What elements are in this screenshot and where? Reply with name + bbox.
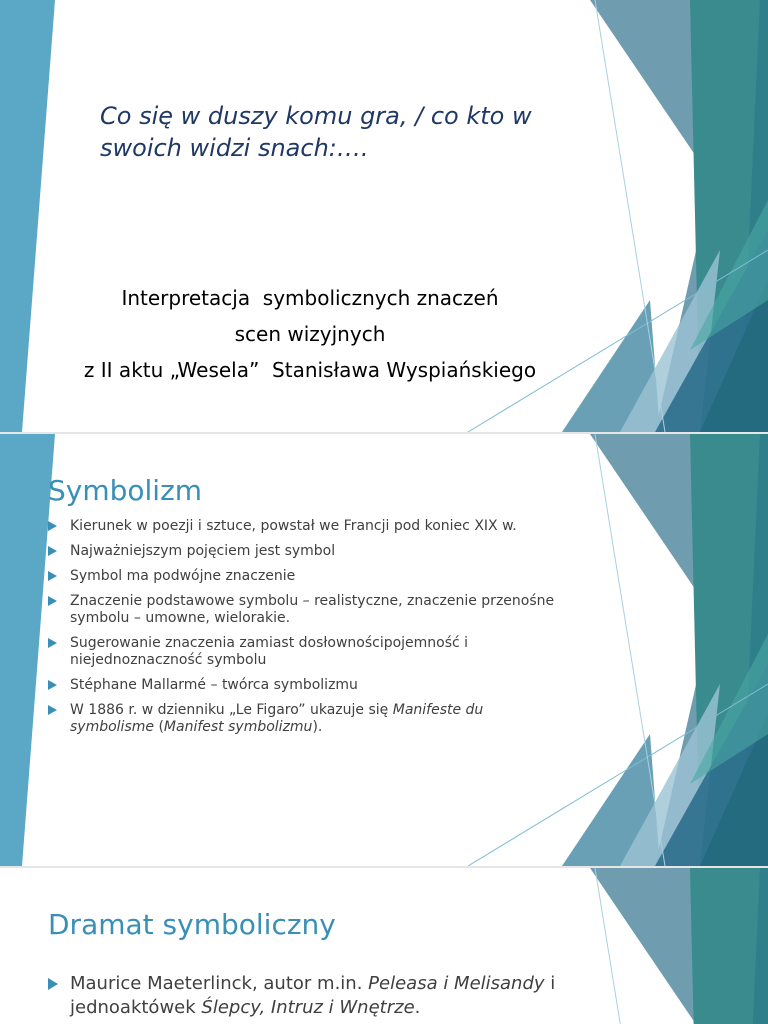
slide-quote: Co się w duszy komu gra, / co kto w swoich widzi snach:…. xyxy=(100,102,532,162)
bullet-text-italic: Manifeste du symbolisme xyxy=(70,702,484,735)
bullet-list xyxy=(48,518,568,744)
symbolism-slide xyxy=(0,434,768,866)
list-item xyxy=(48,518,568,535)
bullet-text-prefix: W 1886 r. w dzienniku „Le Figaro” ukazuje się xyxy=(70,702,393,718)
subtitle-line: z II aktu „Wesela” Stanisława Wyspiańskiego xyxy=(83,358,537,382)
bullet-arrow-icon xyxy=(48,546,57,556)
bullet-text: Symbol ma podwójne znaczenie xyxy=(70,568,296,584)
list-item xyxy=(48,593,568,627)
slide-title: Symbolizm xyxy=(48,474,203,507)
bullet-text-suffix: ). xyxy=(312,719,323,735)
list-item xyxy=(48,568,568,585)
list-item xyxy=(48,543,568,560)
list-item xyxy=(48,635,568,669)
bullet-text: Sugerowanie znaczenia zamiast dosłownościpojemność i niejednoznaczność symbolu xyxy=(70,635,469,668)
subtitle-line: scen wizyjnych xyxy=(234,322,386,346)
bullet-text-suffix: . xyxy=(414,997,421,1018)
list-item xyxy=(48,972,608,1020)
list-item xyxy=(48,677,568,694)
bullet-arrow-icon xyxy=(48,705,57,715)
bullet-text-middle: ( xyxy=(154,719,164,735)
bullet-text: Znaczenie podstawowe symbolu – realistyczne, znaczenie przenośne symbolu – umowne, wielorakie. xyxy=(70,593,555,626)
bullet-text-italic: Manifest symbolizmu xyxy=(163,719,313,735)
bullet-text-prefix: Maurice Maeterlinck, autor m.in. xyxy=(70,973,369,994)
bullet-text: Kierunek w poezji i sztuce, powstał we Francji pod koniec XIX w. xyxy=(70,518,517,534)
slide-title: Dramat symboliczny xyxy=(48,908,336,941)
bullet-text-middle: i jednoaktówek xyxy=(70,973,556,1018)
bullet-text: Najważniejszym pojęciem jest symbol xyxy=(70,543,336,559)
bullet-arrow-icon xyxy=(48,978,58,990)
subtitle-line: Interpretacja symbolicznych znaczeń xyxy=(121,286,499,310)
bullet-list xyxy=(48,972,608,1020)
title-slide xyxy=(0,0,768,432)
bullet-arrow-icon xyxy=(48,680,57,690)
bullet-arrow-icon xyxy=(48,596,57,606)
bullet-text: Stéphane Mallarmé – twórca symbolizmu xyxy=(70,677,358,693)
bullet-text-italic: Peleasa i Melisandy xyxy=(368,973,545,994)
bullet-arrow-icon xyxy=(48,638,57,648)
bullet-text-italic: Ślepcy, Intruz i Wnętrze xyxy=(201,997,415,1018)
bullet-arrow-icon xyxy=(48,571,57,581)
slide-subtitle xyxy=(40,280,580,388)
symbolic-drama-slide xyxy=(0,868,768,1024)
bullet-arrow-icon xyxy=(48,521,57,531)
list-item xyxy=(48,702,568,736)
